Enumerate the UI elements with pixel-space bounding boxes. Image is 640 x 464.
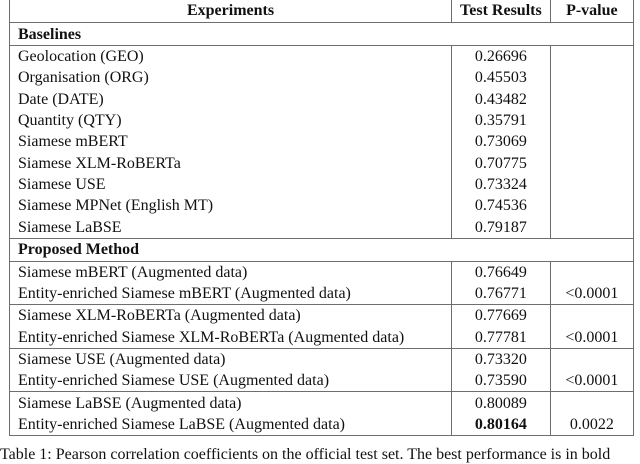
results-table xyxy=(9,0,634,436)
p-value-cell xyxy=(550,348,633,370)
result-cell: 0.26696 xyxy=(452,46,551,68)
result-cell: 0.74536 xyxy=(452,195,551,216)
header-p-value: P-value xyxy=(550,0,633,23)
result-cell: 0.76771 xyxy=(452,283,551,305)
experiment-cell: Siamese LaBSE xyxy=(10,216,452,238)
p-value-cell: 0.0022 xyxy=(550,414,633,436)
p-value-cell: <0.0001 xyxy=(550,283,633,305)
table-row xyxy=(10,370,634,392)
p-value-cell xyxy=(550,174,633,195)
experiment-cell: Siamese XLM-RoBERTa xyxy=(10,152,452,173)
section-title: Baselines xyxy=(10,23,634,46)
table-row xyxy=(10,152,634,173)
experiment-cell: Date (DATE) xyxy=(10,89,452,110)
header-row xyxy=(10,0,634,23)
result-cell: 0.43482 xyxy=(452,89,551,110)
table-row xyxy=(10,174,634,195)
result-cell: 0.73590 xyxy=(452,370,551,392)
table-row-best xyxy=(10,414,634,436)
p-value-cell xyxy=(550,46,633,68)
p-value-cell xyxy=(550,67,633,88)
p-value-cell xyxy=(550,305,633,327)
experiment-cell: Entity-enriched Siamese LaBSE (Augmented data) xyxy=(10,414,452,436)
table-row xyxy=(10,327,634,349)
experiment-cell: Siamese XLM-RoBERTa (Augmented data) xyxy=(10,305,452,327)
table-row xyxy=(10,348,634,370)
p-value-cell xyxy=(550,261,633,283)
experiment-cell: Siamese mBERT (Augmented data) xyxy=(10,261,452,283)
p-value-cell xyxy=(550,89,633,110)
table-row xyxy=(10,195,634,216)
table-row xyxy=(10,46,634,68)
table-row xyxy=(10,261,634,283)
result-cell: 0.45503 xyxy=(452,67,551,88)
result-cell: 0.76649 xyxy=(452,261,551,283)
experiment-cell: Siamese USE (Augmented data) xyxy=(10,348,452,370)
p-value-cell: <0.0001 xyxy=(550,327,633,349)
table-caption: Table 1: Pearson correlation coefficients on the official test set. The best performance is in bold xyxy=(0,446,611,463)
result-cell: 0.80089 xyxy=(452,392,551,414)
table-row xyxy=(10,216,634,238)
result-cell: 0.73320 xyxy=(452,348,551,370)
p-value-cell: <0.0001 xyxy=(550,370,633,392)
header-experiments: Experiments xyxy=(10,0,452,23)
table-row xyxy=(10,131,634,152)
p-value-cell xyxy=(550,131,633,152)
result-cell: 0.79187 xyxy=(452,216,551,238)
best-result-cell: 0.80164 xyxy=(452,414,551,436)
table-row xyxy=(10,283,634,305)
experiment-cell: Entity-enriched Siamese USE (Augmented data) xyxy=(10,370,452,392)
result-cell: 0.77781 xyxy=(452,327,551,349)
p-value-cell xyxy=(550,392,633,414)
header-test-results: Test Results xyxy=(452,0,551,23)
table-row xyxy=(10,67,634,88)
p-value-cell xyxy=(550,216,633,238)
experiment-cell: Siamese MPNet (English MT) xyxy=(10,195,452,216)
p-value-cell xyxy=(550,152,633,173)
experiment-cell: Entity-enriched Siamese XLM-RoBERTa (Augmented data) xyxy=(10,327,452,349)
experiment-cell: Siamese USE xyxy=(10,174,452,195)
table-row xyxy=(10,110,634,131)
experiment-cell: Organisation (ORG) xyxy=(10,67,452,88)
result-cell: 0.73069 xyxy=(452,131,551,152)
experiment-cell: Quantity (QTY) xyxy=(10,110,452,131)
experiment-cell: Siamese mBERT xyxy=(10,131,452,152)
p-value-cell xyxy=(550,110,633,131)
result-cell: 0.70775 xyxy=(452,152,551,173)
table-row xyxy=(10,305,634,327)
experiment-cell: Geolocation (GEO) xyxy=(10,46,452,68)
table-row xyxy=(10,392,634,414)
table-row xyxy=(10,89,634,110)
result-cell: 0.35791 xyxy=(452,110,551,131)
result-cell: 0.73324 xyxy=(452,174,551,195)
section-title: Proposed Method xyxy=(10,238,634,261)
section-row-proposed-method xyxy=(10,238,634,261)
p-value-cell xyxy=(550,195,633,216)
section-row-baselines xyxy=(10,23,634,46)
experiment-cell: Entity-enriched Siamese mBERT (Augmented data) xyxy=(10,283,452,305)
result-cell: 0.77669 xyxy=(452,305,551,327)
experiment-cell: Siamese LaBSE (Augmented data) xyxy=(10,392,452,414)
